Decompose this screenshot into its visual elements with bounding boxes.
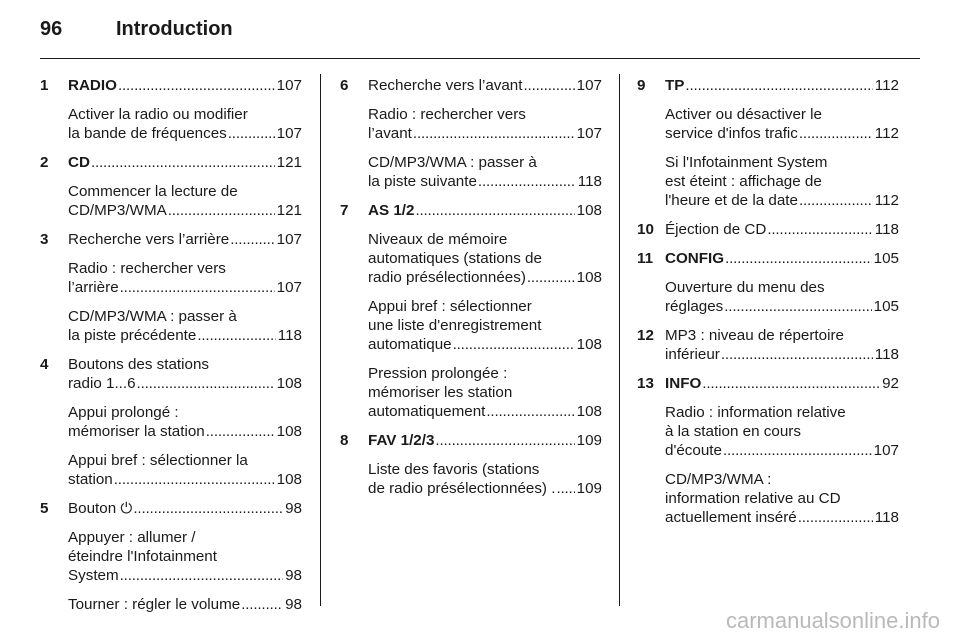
page-reference: 112 [874, 192, 899, 209]
entry-text: service d'infos trafic [665, 125, 798, 142]
entry-text: Radio : rechercher vers [68, 260, 226, 277]
page-reference: 105 [873, 250, 899, 267]
dot-leader [486, 402, 574, 421]
page-reference: 107 [576, 77, 602, 94]
item-number: 7 [340, 202, 349, 219]
entry-text: Recherche vers l’arrière [68, 231, 230, 248]
entry-text: réglages [665, 298, 724, 315]
entry-text: Appuyer : allumer / [68, 529, 196, 546]
page-reference: 107 [276, 279, 302, 296]
entry-text: CONFIG [665, 250, 725, 267]
entry-text: l’arrière [68, 279, 119, 296]
entry-text: à la station en cours [665, 423, 801, 440]
item-number: 10 [637, 221, 654, 238]
entry-text: de radio présélectionnées) . [368, 480, 556, 497]
page-reference: 107 [276, 125, 302, 142]
dot-leader [799, 124, 873, 143]
index-entry [340, 105, 602, 143]
dot-leader [228, 124, 275, 143]
entry-text: AS 1/2 [368, 202, 415, 219]
index-entry [40, 499, 302, 518]
index-entry [40, 230, 302, 249]
index-entry [637, 326, 899, 364]
entry-text: automatiques (stations de [368, 250, 542, 267]
page-reference: 98 [285, 500, 302, 517]
index-entry [40, 259, 302, 297]
index-entry [40, 105, 302, 143]
page-reference: 121 [276, 154, 302, 171]
index-entry [40, 403, 302, 441]
index-entry [637, 220, 899, 239]
index-entry [637, 403, 899, 460]
index-entry [40, 76, 302, 95]
entry-text: Pression prolongée : [368, 365, 508, 382]
entry-text: automatique [368, 336, 452, 353]
page-reference: 118 [277, 327, 302, 344]
dot-leader [767, 220, 872, 239]
index-entry [340, 431, 602, 450]
entry-text: Appui bref : sélectionner la [68, 452, 248, 469]
dot-leader [799, 191, 873, 210]
entry-text: Si l'Infotainment System [665, 154, 828, 171]
index-entry [637, 278, 899, 316]
page-reference: 107 [873, 442, 899, 459]
entry-text: station [68, 471, 113, 488]
index-column-1 [40, 76, 302, 624]
entry-text: d'écoute [665, 442, 722, 459]
page-reference: 105 [873, 298, 899, 315]
index-entry [340, 364, 602, 421]
entry-text: INFO [665, 375, 702, 392]
page-reference: 98 [285, 596, 302, 613]
page-reference: 108 [576, 202, 602, 219]
entry-text: Commencer la lecture de [68, 183, 238, 200]
index-entry [637, 76, 899, 95]
page-reference: 98 [285, 567, 302, 584]
index-entry [637, 374, 899, 393]
entry-text: radio 1...6 [68, 375, 136, 392]
entry-text: la piste précédente [68, 327, 197, 344]
entry-text: CD/MP3/WMA : passer à [368, 154, 537, 171]
page-reference: 108 [576, 403, 602, 420]
column-divider [320, 74, 321, 606]
dot-leader [702, 374, 880, 393]
entry-text: Liste des favoris (stations [368, 461, 540, 478]
dot-leader [120, 566, 283, 585]
page-header [40, 18, 920, 48]
index-entry [40, 153, 302, 172]
dot-leader [453, 335, 575, 354]
dot-leader [725, 249, 872, 268]
entry-text: System [68, 567, 119, 584]
dot-leader [415, 201, 574, 220]
entry-text: Appui bref : sélectionner [368, 298, 532, 315]
watermark: carmanualsonline.info [725, 608, 940, 633]
entry-text: l’avant [368, 125, 412, 142]
entry-text: éteindre l'Infotainment [68, 548, 217, 565]
entry-text: Boutons des stations [68, 356, 209, 373]
index-entry [40, 182, 302, 220]
page-reference: 108 [276, 375, 302, 392]
index-entry [340, 460, 602, 498]
dot-leader [120, 278, 275, 297]
index-entry [40, 355, 302, 393]
entry-text: CD/MP3/WMA [68, 202, 167, 219]
index-column-2 [340, 76, 602, 508]
entry-text: mémoriser la station [68, 423, 205, 440]
page-reference: 109 [576, 432, 602, 449]
entry-text: inférieur [665, 346, 720, 363]
dot-leader [435, 431, 574, 450]
entry-text: TP [665, 77, 685, 94]
dot-leader [241, 595, 283, 614]
item-number: 4 [40, 356, 49, 373]
index-entry [340, 201, 602, 220]
item-number: 9 [637, 77, 646, 94]
entry-text: radio présélectionnées) [368, 269, 526, 286]
dot-leader [137, 374, 275, 393]
index-column-3 [637, 76, 899, 537]
item-number: 8 [340, 432, 349, 449]
entry-text: la piste suivante [368, 173, 477, 190]
page-reference: 108 [576, 336, 602, 353]
entry-text: l'heure et de la date [665, 192, 798, 209]
page-reference: 118 [874, 221, 899, 238]
entry-text: FAV 1/2/3 [368, 432, 435, 449]
index-entry [40, 451, 302, 489]
index-entry [40, 528, 302, 585]
index-entry [40, 307, 302, 345]
page-reference: 112 [874, 77, 899, 94]
entry-text: Tourner : régler le volume [68, 596, 241, 613]
page-reference: 112 [874, 125, 899, 142]
index-entry [340, 230, 602, 287]
dot-leader [527, 268, 575, 287]
entry-text: Activer la radio ou modifier [68, 106, 248, 123]
page-reference: 118 [874, 509, 899, 526]
page-reference: 107 [276, 77, 302, 94]
item-number: 3 [40, 231, 49, 248]
entry-text: actuellement inséré [665, 509, 797, 526]
dot-leader [798, 508, 873, 527]
item-number: 2 [40, 154, 49, 171]
entry-text: Radio : information relative [665, 404, 846, 421]
entry-text: une liste d'enregistrement [368, 317, 542, 334]
item-number: 11 [637, 250, 654, 267]
index-entry [40, 595, 302, 614]
index-entry [637, 153, 899, 210]
page-reference: 108 [276, 471, 302, 488]
page-reference: 109 [576, 480, 602, 497]
entry-text: est éteint : affichage de [665, 173, 822, 190]
page-reference: 118 [577, 173, 602, 190]
entry-text: Éjection de CD [665, 221, 767, 238]
header-rule [40, 58, 920, 59]
entry-text: mémoriser les station [368, 384, 513, 401]
dot-leader [723, 441, 872, 460]
index-entry [637, 470, 899, 527]
page-reference: 121 [276, 202, 302, 219]
dot-leader [413, 124, 575, 143]
index-entry [340, 153, 602, 191]
item-number: 1 [40, 77, 49, 94]
dot-leader [724, 297, 871, 316]
item-number: 6 [340, 77, 349, 94]
entry-text: CD/MP3/WMA : passer à [68, 308, 237, 325]
dot-leader [114, 470, 275, 489]
item-number: 13 [637, 375, 654, 392]
page-number: 96 [40, 18, 63, 40]
entry-text: CD [68, 154, 90, 171]
column-divider [619, 74, 620, 606]
dot-leader [133, 499, 283, 518]
dot-leader [556, 479, 574, 498]
entry-text: Ouverture du menu des [665, 279, 825, 296]
entry-text: automatiquement [368, 403, 486, 420]
dot-leader [91, 153, 275, 172]
page-reference: 108 [576, 269, 602, 286]
dot-leader [197, 326, 275, 345]
entry-text: CD/MP3/WMA : [665, 471, 772, 488]
item-number: 12 [637, 327, 654, 344]
page-reference: 107 [276, 231, 302, 248]
dot-leader [721, 345, 873, 364]
entry-text: Bouton ⏻ [68, 500, 133, 517]
entry-text: Recherche vers l’avant [368, 77, 523, 94]
entry-text: Appui prolongé : [68, 404, 179, 421]
dot-leader [206, 422, 275, 441]
index-entry [340, 76, 602, 95]
entry-text: Activer ou désactiver le [665, 106, 823, 123]
entry-text: information relative au CD [665, 490, 841, 507]
page-reference: 118 [874, 346, 899, 363]
entry-text: Radio : rechercher vers [368, 106, 526, 123]
page-reference: 108 [276, 423, 302, 440]
index-entry [340, 297, 602, 354]
page-reference: 107 [576, 125, 602, 142]
dot-leader [523, 76, 574, 95]
section-title: Introduction [116, 18, 233, 40]
page-reference: 92 [882, 375, 899, 392]
entry-text: Niveaux de mémoire [368, 231, 508, 248]
entry-text: RADIO [68, 77, 117, 94]
dot-leader [230, 230, 274, 249]
entry-text: MP3 : niveau de répertoire [665, 327, 844, 344]
entry-text: la bande de fréquences [68, 125, 227, 142]
dot-leader [118, 76, 275, 95]
item-number: 5 [40, 500, 49, 517]
dot-leader [168, 201, 275, 220]
index-entry [637, 249, 899, 268]
index-entry [637, 105, 899, 143]
dot-leader [478, 172, 576, 191]
dot-leader [685, 76, 872, 95]
